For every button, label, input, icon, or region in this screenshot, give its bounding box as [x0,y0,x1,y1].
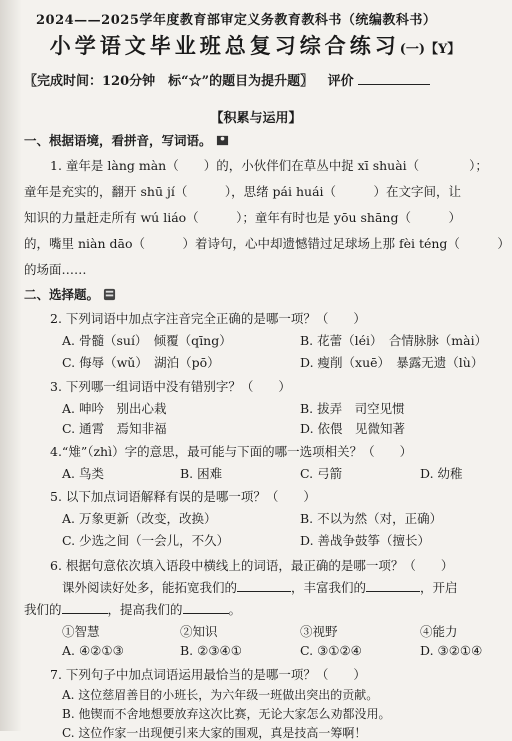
boy-reading-icon [216,134,229,147]
q6-word-1: ①智慧 [62,624,100,639]
eval-blank[interactable] [358,73,430,85]
title-text: 小学语文毕业班总复习综合练习 [49,33,400,58]
q2-stem: 2. 下列词语中加点字注音完全正确的是哪一项？（ ） [50,311,366,326]
q6-text-6: 。 [228,602,242,617]
q4-option-c[interactable]: C. 弓箭 [300,466,343,481]
part1-heading [24,131,229,149]
q7-option-a[interactable]: A. 这位慈眉善目的小班长，为六年级一班做出突出的贡献。 [62,688,379,702]
time-info-row [24,70,430,89]
q2-option-c[interactable]: C. 侮辱（wǔ） 湖泊（pō） [62,355,220,370]
q6-word-4: ④能力 [420,624,458,639]
q6-option-b[interactable]: B. ②③④① [180,643,242,658]
q3-option-b[interactable]: B. 拔弄 司空见惯 [300,401,405,416]
q6-text-1: 课外阅读好处多，能拓宽我们的 [62,580,238,595]
clapperboard-icon [103,288,116,301]
eval-label: 评价 [327,74,354,89]
q6-passage-line-2 [24,600,241,618]
q4-option-a[interactable]: A. 鸟类 [62,466,104,481]
q6-option-a[interactable]: A. ④②①③ [62,643,124,658]
q6-word-3: ③视野 [300,624,338,639]
q3-option-d[interactable]: D. 依偎 见微知著 [300,421,406,436]
q6-blank-2[interactable] [366,579,420,592]
q5-option-c[interactable]: C. 少选之间（一会儿，不久） [62,533,230,548]
q6-option-d[interactable]: D. ③②①④ [420,643,483,658]
q6-blank-3[interactable] [62,601,108,614]
q2-option-d[interactable]: D. 瘦削（xuē） 暴露无遗（lù） [300,355,484,370]
part2-heading [24,285,116,303]
part1-heading-text: 一、根据语境，看拼音，写词语。 [24,133,212,148]
q6-passage-line-1 [62,578,458,596]
q3-option-c[interactable]: C. 通霄 焉知非福 [62,421,167,436]
q4-stem: 4.“雉”（zhì）字的意思，最可能与下面的哪一选项相关？（ ） [50,444,413,459]
series-header: 2024——2025学年度教育部审定义务教育教科书（统编教科书） [36,13,437,28]
q6-option-c[interactable]: C. ③①②④ [300,643,362,658]
q6-blank-1[interactable] [237,579,291,592]
time-info: 〖完成时间：120分钟 标“☆”的题目为提升题〗 [24,74,314,89]
q6-text-2: ，丰富我们的 [291,580,367,595]
q5-stem: 5. 以下加点词语解释有误的是哪一项？（ ） [50,489,316,504]
part1-line-2: 童年是充实的，翻开 shū jí（ ），思绪 pái huái（ ）在文字间，让 [24,184,462,199]
q2-option-b[interactable]: B. 花蕾（léi） 合情脉脉（mài） [300,333,488,348]
part2-heading-text: 二、选择题。 [24,287,100,302]
q4-option-d[interactable]: D. 幼稚 [420,466,463,481]
title-suffix: (一)【Y】 [399,42,461,57]
page-title [20,30,490,60]
q6-stem: 6. 根据句意依次填入语段中横线上的词语，最正确的是哪一项？（ ） [50,558,454,573]
q3-option-a[interactable]: A. 呻吟 别出心栽 [62,401,167,416]
q5-option-b[interactable]: B. 不以为然（对，正确） [300,511,443,526]
q4-option-b[interactable]: B. 困难 [180,466,223,481]
q6-word-2: ②知识 [180,624,218,639]
q3-stem: 3. 下列哪一组词语中没有错别字？（ ） [50,379,291,394]
q2-option-a[interactable]: A. 骨髓（suí） 倾覆（qīng） [62,333,232,348]
q6-text-3: ，开启 [420,580,458,595]
q6-blank-4[interactable] [183,601,229,614]
q7-option-c[interactable]: C. 这位作家一出现便引来大家的围观，真是技高一筹啊！ [62,726,367,740]
q7-stem: 7. 下列句子中加点词语运用最恰当的是哪一项？（ ） [50,667,366,682]
q6-text-4: 我们的 [24,602,62,617]
part1-line-5: 的场面…… [24,262,87,277]
q7-option-b[interactable]: B. 他锲而不舍地想要放弃这次比赛，无论大家怎么劝都没用。 [62,707,391,721]
q5-option-d[interactable]: D. 善战争鼓筝（擅长） [300,533,431,548]
q5-option-a[interactable]: A. 万象更新（改变，改换） [62,511,217,526]
part1-line-4: 的，嘴里 niàn dāo（ ）着诗句，心中却遗憾错过足球场上那 fèi téng（ ） [24,236,510,251]
q6-text-5: ，提高我们的 [107,602,183,617]
part1-line-3: 知识的力量赶走所有 wú liáo（ ）；童年有时也是 yōu shāng（ ） [24,210,461,225]
part1-line-1: 1. 童年是 làng màn（ ）的，小伙伴们在草丛中捉 xī shuài（ ）； [50,158,488,173]
section-title: 【积累与运用】 [210,111,302,126]
